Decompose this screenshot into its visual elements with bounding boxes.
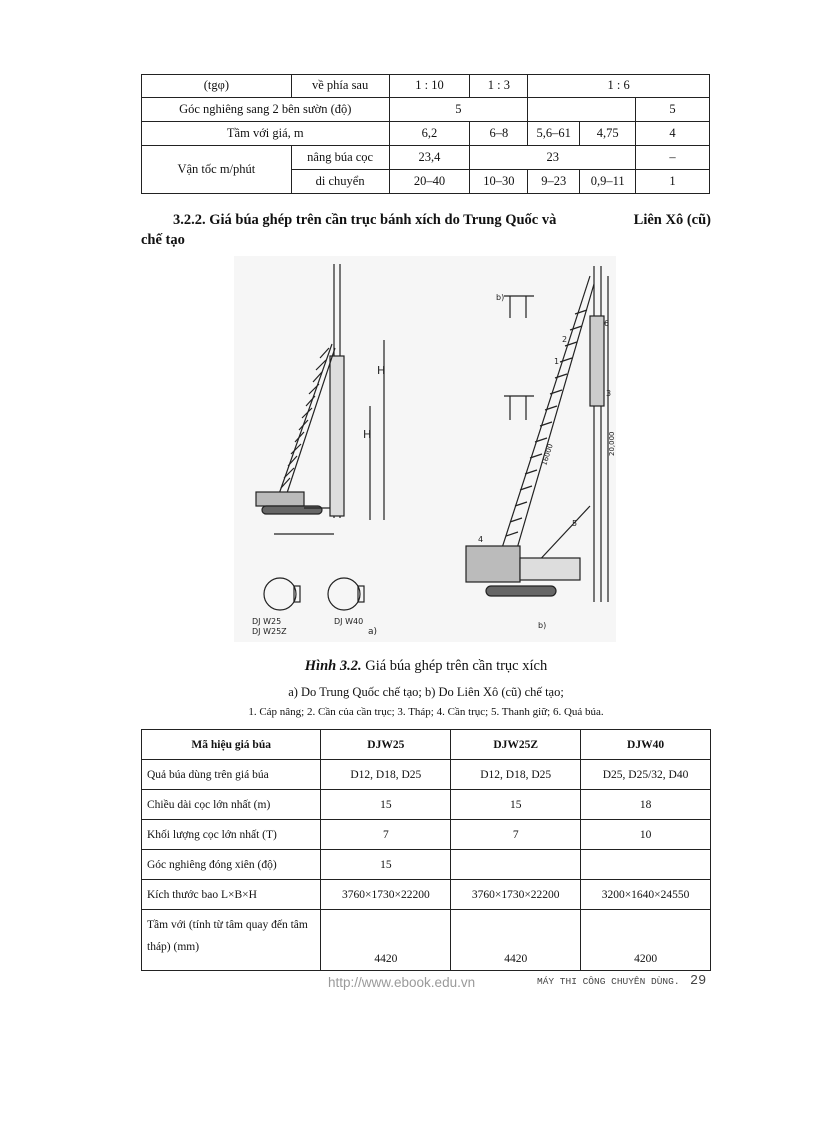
- table-cell: Góc nghiêng sang 2 bên sườn (độ): [142, 98, 390, 122]
- type-label: DJ W25Z: [252, 627, 287, 636]
- table-row: [142, 760, 711, 790]
- table-cell: 3760×1730×22200: [451, 880, 581, 910]
- dimension-label: 16000: [540, 442, 555, 467]
- type-label: DJ W25: [252, 617, 282, 626]
- table-cell: 7: [451, 820, 581, 850]
- part-number: 5: [572, 519, 578, 528]
- height-label: H: [363, 428, 372, 441]
- table-cell: 6,2: [389, 122, 470, 146]
- pile-driver-drawing: [234, 256, 616, 642]
- figure-background: [234, 256, 616, 642]
- heading-text-line2: chế tạo: [141, 232, 185, 248]
- part-number: 1: [554, 357, 560, 366]
- table-cell: 1 : 3: [470, 75, 528, 98]
- figure-caption-subtitle: a) Do Trung Quốc chế tạo; b) Do Liên Xô (cũ) chế tạo;: [288, 685, 564, 699]
- table-cell: 4200: [581, 910, 711, 971]
- table-cell: Tầm với giá, m: [142, 122, 390, 146]
- table-row: [142, 75, 710, 98]
- table-cell: 3760×1730×22200: [321, 880, 451, 910]
- table-cell: nâng búa cọc: [291, 146, 389, 170]
- table-row: [142, 790, 711, 820]
- table-cell: 7: [321, 820, 451, 850]
- row-label: Góc nghiêng đóng xiên (độ): [142, 850, 321, 880]
- column-header: DJW40: [581, 730, 711, 760]
- table-row: [142, 850, 711, 880]
- table-cell: 23: [470, 146, 636, 170]
- table-cell: 15: [321, 850, 451, 880]
- table-cell: 1 : 6: [528, 75, 710, 98]
- column-header: DJW25: [321, 730, 451, 760]
- heading-text-right: Liên Xô (cũ): [633, 212, 711, 228]
- table-cell: 18: [581, 790, 711, 820]
- footer-book-title: MÁY THI CÔNG CHUYÊN DÙNG.: [537, 976, 680, 987]
- table-row: [142, 910, 711, 971]
- table-cell: 1: [636, 170, 710, 194]
- figure-label-b-bottom: b): [538, 621, 547, 630]
- table-cell: 4420: [321, 910, 451, 971]
- table-cell: 3200×1640×24550: [581, 880, 711, 910]
- table-row: [142, 98, 710, 122]
- table-cell: 4,75: [580, 122, 636, 146]
- table-cell: di chuyển: [291, 170, 389, 194]
- table-cell: 6–8: [470, 122, 528, 146]
- table-cell: [581, 850, 711, 880]
- table-cell: Vận tốc m/phút: [142, 146, 292, 194]
- row-label: Tầm với (tính từ tâm quay đến tâm tháp) (mm): [142, 910, 321, 971]
- page-number: 29: [690, 974, 707, 989]
- spec-table-continued: [141, 74, 710, 194]
- table-cell: D12, D18, D25: [321, 760, 451, 790]
- dimension-label: 20,000: [608, 431, 616, 456]
- part-number: 3: [606, 389, 612, 398]
- table-cell: 20–40: [389, 170, 470, 194]
- row-label: Quả búa dùng trên giá búa: [142, 760, 321, 790]
- figure-number: Hình 3.2.: [304, 658, 362, 674]
- figure-caption-legend: 1. Cáp nâng; 2. Cần của cần trục; 3. Tháp; 4. Cần trục; 5. Thanh giữ; 6. Quả búa.: [248, 706, 604, 718]
- table-cell: 5: [636, 98, 710, 122]
- row-label: Khối lượng cọc lớn nhất (T): [142, 820, 321, 850]
- type-label: DJ W40: [334, 617, 364, 626]
- part-number: 6: [604, 319, 610, 328]
- figure-caption: [141, 658, 711, 675]
- table-cell: 23,4: [389, 146, 470, 170]
- table-cell: 15: [451, 790, 581, 820]
- table-cell: về phía sau: [291, 75, 389, 98]
- table-cell: 5,6–61: [528, 122, 580, 146]
- table-cell: –: [636, 146, 710, 170]
- table-cell: [528, 98, 636, 122]
- part-number: 2: [562, 335, 568, 344]
- figure-label-b: b): [496, 293, 505, 302]
- table-row: [142, 146, 710, 170]
- table-cell: (tgφ): [142, 75, 292, 98]
- table-cell: 10–30: [470, 170, 528, 194]
- table-cell: 4420: [451, 910, 581, 971]
- table-header-row: [142, 730, 711, 760]
- figure-3-2: [234, 256, 616, 642]
- figure-title: Giá búa ghép trên cần trục xích: [361, 658, 548, 674]
- section-heading: [141, 210, 711, 250]
- figure-label-a: a): [368, 627, 378, 637]
- table-cell: 9–23: [528, 170, 580, 194]
- table-row: [142, 820, 711, 850]
- table-cell: 1 : 10: [389, 75, 470, 98]
- footer-url[interactable]: http://www.ebook.edu.vn: [328, 975, 476, 990]
- table-cell: 15: [321, 790, 451, 820]
- column-header: DJW25Z: [451, 730, 581, 760]
- table-cell: 0,9–11: [580, 170, 636, 194]
- table-cell: D25, D25/32, D40: [581, 760, 711, 790]
- table-cell: D12, D18, D25: [451, 760, 581, 790]
- table-cell: 10: [581, 820, 711, 850]
- column-header: Mã hiệu giá búa: [142, 730, 321, 760]
- table-row: [142, 880, 711, 910]
- table-cell: [451, 850, 581, 880]
- pile-frame-spec-table: [141, 729, 711, 971]
- row-label: Chiều dài cọc lớn nhất (m): [142, 790, 321, 820]
- heading-text: 3.2.2. Giá búa ghép trên cần trục bánh xích do Trung Quốc và: [173, 212, 557, 228]
- row-label: Kích thước bao L×B×H: [142, 880, 321, 910]
- table-row: [142, 122, 710, 146]
- part-number: 4: [478, 535, 484, 544]
- height-label: H: [377, 364, 386, 377]
- table-cell: 4: [636, 122, 710, 146]
- table-cell: 5: [389, 98, 528, 122]
